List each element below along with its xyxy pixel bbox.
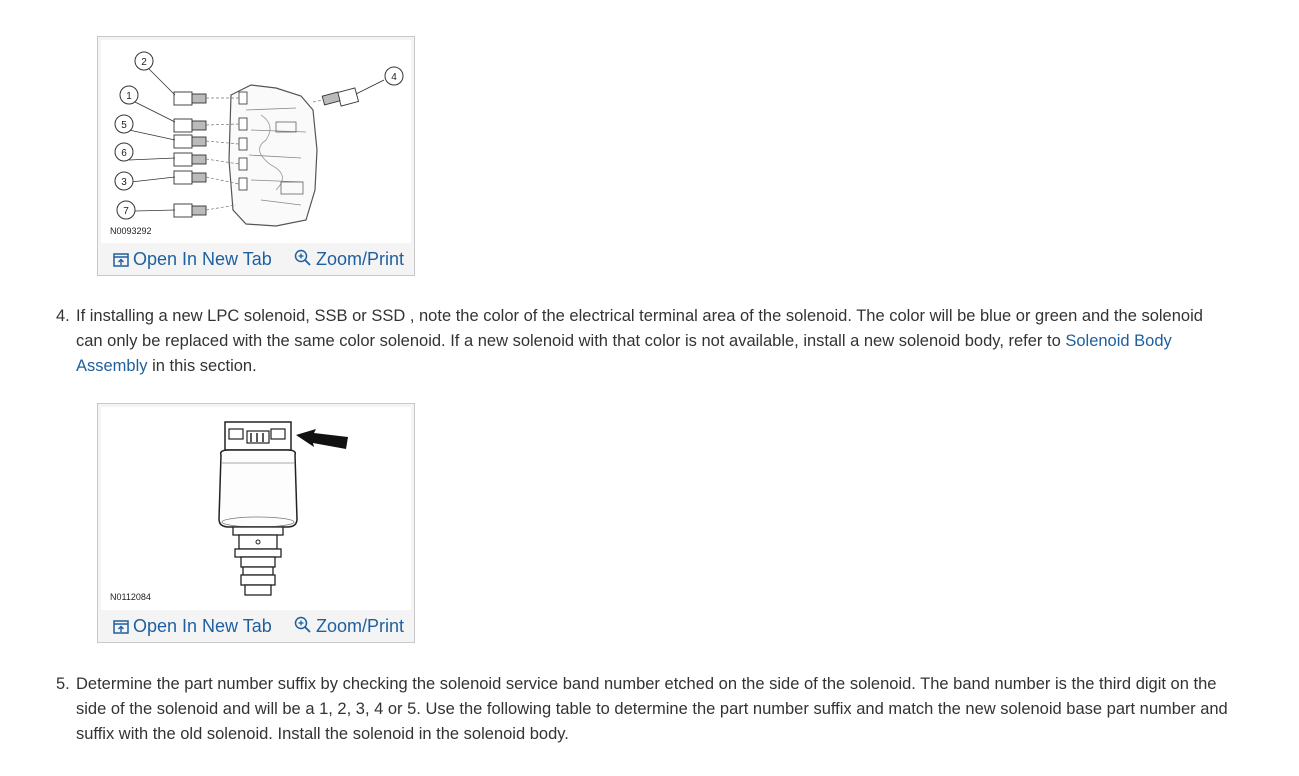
callout-1: 1 <box>126 91 132 102</box>
open-in-new-tab-link[interactable]: Open In New Tab <box>113 249 272 272</box>
zoom-print-link[interactable]: Zoom/Print <box>294 616 404 639</box>
step-4 <box>56 304 1231 379</box>
callout-5: 5 <box>121 120 127 131</box>
zoom-print-link[interactable]: Zoom/Print <box>294 249 404 272</box>
solenoid-body-illustration[interactable] <box>101 40 411 243</box>
open-tab-icon <box>113 618 129 639</box>
callout-7: 7 <box>123 206 129 217</box>
step-number: 5. <box>56 675 70 693</box>
figure-code: N0112084 <box>110 592 151 602</box>
figure-solenoid-body-diagram <box>97 36 415 276</box>
callout-4: 4 <box>391 72 397 83</box>
solenoid-illustration[interactable] <box>101 407 411 610</box>
step-5 <box>56 672 1231 747</box>
zoom-in-icon <box>294 616 312 639</box>
figure-code: N0093292 <box>110 226 152 236</box>
step-text: Determine the part number suffix by checking the solenoid service band number etched on the side of the solenoid. The band number is the third digit on the side of the solenoid and will be a 1, 2, 3, 4 or 5. Use the following table to determine the part number suffix and match the new solenoid base part number and suffix with the old solenoid. Install the solenoid in the solenoid body. <box>76 675 1228 743</box>
callout-2: 2 <box>141 57 147 68</box>
figure-solenoid-terminal <box>97 403 415 643</box>
step-text: If installing a new LPC solenoid, SSB or SSD , note the color of the electrical terminal area of the solenoid. The color will be blue or green and the solenoid can only be replaced with the same color solenoid. If a new solenoid with that color is not available, install a new solenoid body, refer to Solenoid Body Assembly in this section. <box>76 307 1203 375</box>
solenoid-body-assembly-link[interactable]: Solenoid Body Assembly <box>76 332 1172 375</box>
step-number: 4. <box>56 307 70 325</box>
figure-actions <box>98 608 414 642</box>
figure-actions <box>98 241 414 275</box>
callout-3: 3 <box>121 177 127 188</box>
open-tab-icon <box>113 251 129 272</box>
zoom-in-icon <box>294 249 312 272</box>
open-in-new-tab-link[interactable]: Open In New Tab <box>113 616 272 639</box>
callout-6: 6 <box>121 148 127 159</box>
